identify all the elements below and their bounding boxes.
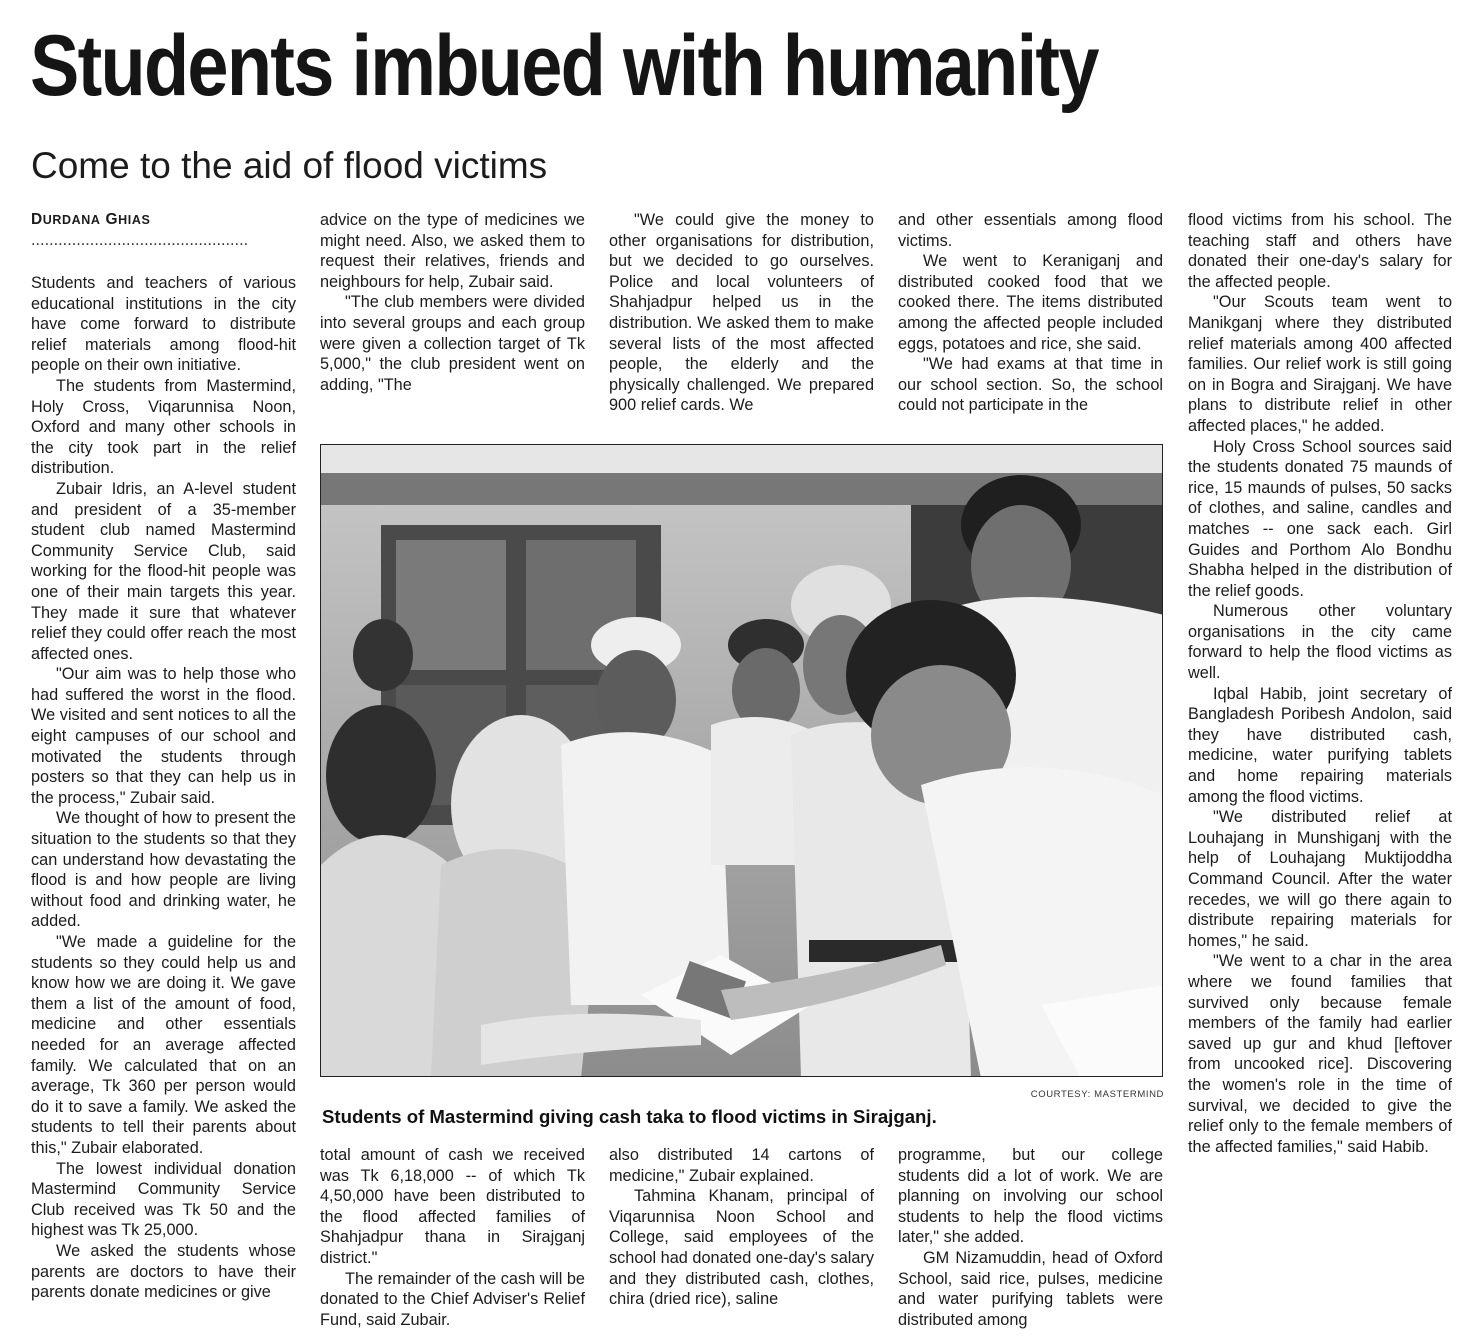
- paragraph: and other essentials among flood victims.: [898, 211, 1163, 250]
- byline: DURDANA GHIAS: [31, 211, 151, 228]
- paragraph: programme, but our college students did a lot of work. We are planning on involving our school students to help the flood victims later," she added.: [898, 1146, 1163, 1247]
- paragraph: We went to Keraniganj and distributed cooked food that we cooked there. The items distributed among the affected people included eggs, potatoes and rice, she said.: [898, 252, 1163, 353]
- subheadline: Come to the aid of flood victims: [31, 145, 548, 186]
- paragraph: We asked the students whose parents are doctors to have their parents donate medicines or give: [31, 1241, 296, 1302]
- paragraph: "We distributed relief at Louhajang in Munshiganj with the help of Louhajang Muktijoddha Command Council. After the water recedes, we will go there again to distribute repairing materials for homes," he said.: [1188, 808, 1452, 950]
- paragraph: Numerous other voluntary organisations in the city came forward to help the flood victims as well.: [1188, 602, 1452, 683]
- paragraph: The lowest individual donation Mastermind Community Service Club received was Tk 50 and the highest was Tk 25,000.: [31, 1159, 296, 1240]
- column-3: [609, 210, 874, 435]
- paragraph: flood victims from his school. The teaching staff and others have donated their one-day's salary for the affected people.: [1188, 211, 1452, 291]
- paragraph: Holy Cross School sources said the students donated 75 maunds of rice, 15 maunds of pulses, 50 sacks of clothes, and saline, candles and matches -- one sack each. Girl Guides and Porthom Alo Bondhu Shabha helped in the distribution of the relief goods.: [1188, 437, 1452, 600]
- paragraph: Zubair Idris, an A-level student and president of a 35-member student club named Mastermind Community Service Club, said working for the flood-hit people was one of their main targets this year. They made it sure that whatever relief they could offer reach the most affected ones.: [31, 479, 296, 663]
- column-2: [320, 210, 585, 420]
- paragraph: The students from Mastermind, Holy Cross, Viqarunnisa Noon, Oxford and many other schools in the city took part in the relief distribution.: [31, 376, 296, 478]
- column-1: [31, 210, 296, 1335]
- paragraph: advice on the type of medicines we might need. Also, we asked them to request their relatives, friends and neighbours for help, Zubair said.: [320, 211, 585, 291]
- paragraph: total amount of cash we received was Tk 6,18,000 -- of which Tk 4,50,000 have been distributed to the flood affected families of Shahjadpur thana in Sirajganj district.": [320, 1146, 585, 1267]
- news-photo: [320, 444, 1163, 1077]
- paragraph: "We could give the money to other organisations for distribution, but we decided to go ourselves. Police and local volunteers of Shahjadpur helped us in the distribution. We asked them to make several lists of the most affected people, the elderly and the physically challenged. We prepared 900 relief cards. We: [609, 211, 874, 415]
- paragraph: Students and teachers of various educational institutions in the city have come forward to distribute relief materials among flood-hit people on their own initiative.: [31, 274, 296, 375]
- column-7: [609, 1145, 874, 1335]
- photo-credit: COURTESY: MASTERMIND: [1030, 1089, 1164, 1100]
- photo-caption: Students of Mastermind giving cash taka to flood victims in Sirajganj.: [322, 1106, 937, 1127]
- column-5: [1188, 210, 1452, 1335]
- byline-separator: ................................................: [31, 231, 249, 249]
- paragraph: Tahmina Khanam, principal of Viqarunnisa Noon School and College, said employees of the school had donated one-day's salary and they distributed cash, clothes, chira (dried rice), saline: [609, 1187, 874, 1309]
- paragraph: Iqbal Habib, joint secretary of Bangladesh Poribesh Andolon, said they have distributed cash, medicine, water purifying tablets and home repairing materials among the flood victims.: [1188, 684, 1452, 806]
- headline: Students imbued with humanity: [30, 18, 1098, 114]
- paragraph: "The club members were divided into several groups and each group were given a collection target of Tk 5,000," the club president went on adding, "The: [320, 293, 585, 394]
- column-4: [898, 210, 1163, 435]
- paragraph: "We had exams at that time in our school section. So, the school could not participate in the: [898, 355, 1163, 415]
- paragraph: "We went to a char in the area where we found families that survived only because female members of the family had earlier saved up gur and khud [leftover from uncooked rice]. Discovering the women's role in the time of survival, we decided to give the relief only to the female members of the affected families," said Habib.: [1188, 952, 1452, 1156]
- paragraph: "We made a guideline for the students so they could help us and know how we are doing it. We gave them a list of the amount of food, medicine and other essentials needed for an average affected family. We calculated that on an average, Tk 360 per person would do it to save a family. We asked the students to tell their parents about this," Zubair elaborated.: [31, 933, 296, 1157]
- paragraph: also distributed 14 cartons of medicine," Zubair explained.: [609, 1146, 874, 1185]
- column-6: [320, 1145, 585, 1335]
- paragraph: GM Nizamuddin, head of Oxford School, said rice, pulses, medicine and water purifying tablets were distributed among: [898, 1248, 1163, 1329]
- paragraph: The remainder of the cash will be donated to the Chief Adviser's Relief Fund, said Zubair.: [320, 1269, 585, 1329]
- photo-illustration: [321, 445, 1163, 1077]
- paragraph: We thought of how to present the situation to the students so that they can understand how devastating the flood is and how people are living without food and drinking water, he added.: [31, 809, 296, 931]
- column-8: [898, 1145, 1163, 1335]
- paragraph: "Our Scouts team went to Manikganj where they distributed relief materials among 400 affected families. Our relief work is still going on in Bogra and Sirajganj. We have plans to distribute relief in other affected places," he added.: [1188, 293, 1452, 435]
- paragraph: "Our aim was to help those who had suffered the worst in the flood. We visited and sent notices to all the eight campuses of our school and motivated the students through posters so that they can help us in the process," Zubair said.: [31, 665, 296, 807]
